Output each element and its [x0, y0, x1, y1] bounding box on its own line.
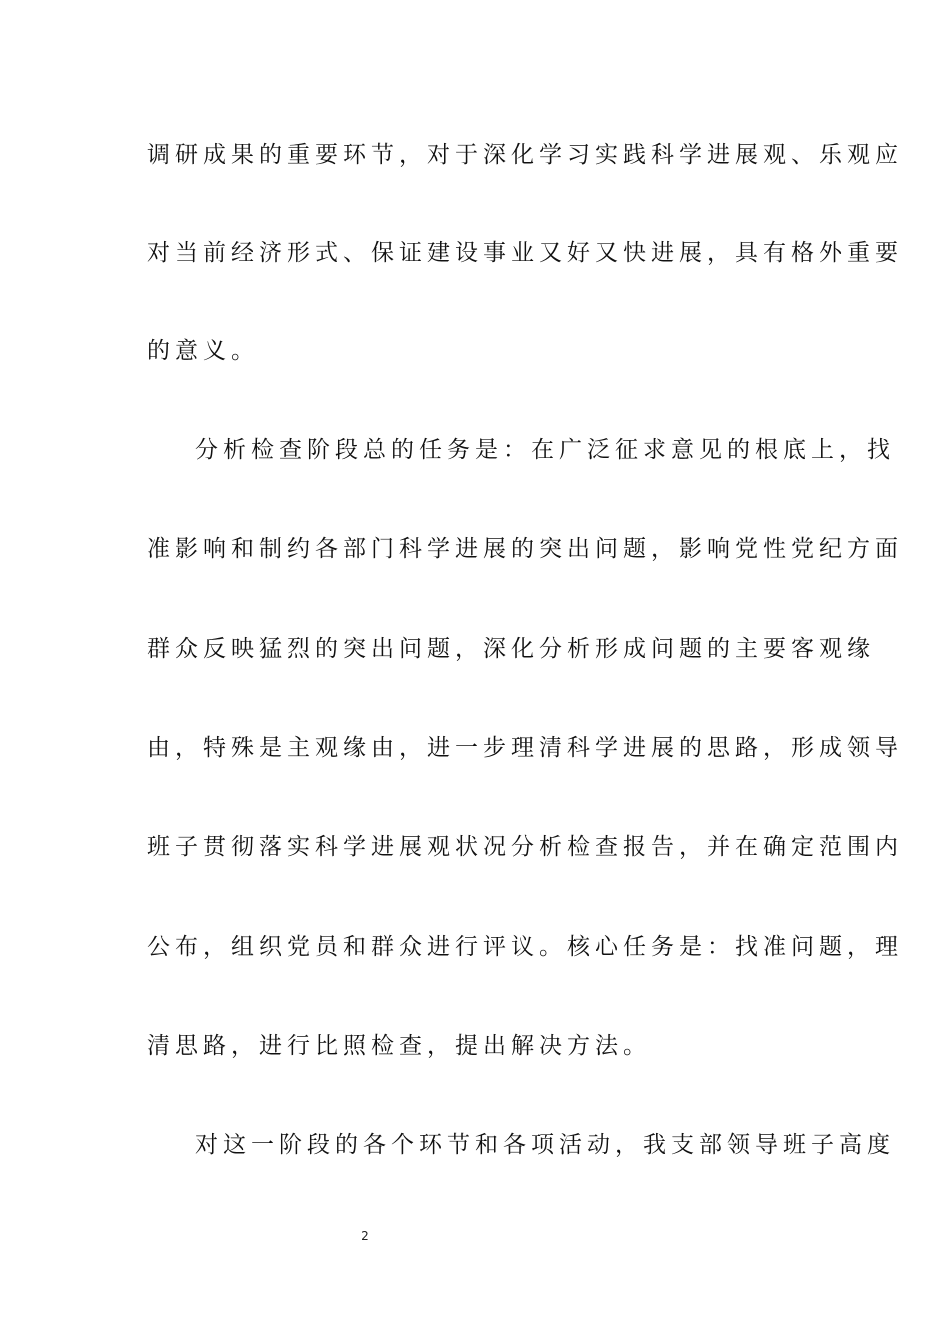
text-line: 班子贯彻落实科学进展观状况分析检查报告，并在确定范围内 [147, 834, 903, 860]
text-line: 由，特殊是主观缘由，进一步理清科学进展的思路，形成领导 [147, 735, 903, 761]
text-line: 公布，组织党员和群众进行评议。核心任务是：找准问题，理 [147, 934, 903, 960]
text-line: 的意义。 [147, 338, 259, 364]
text-line: 清思路，进行比照检查，提出解决方法。 [147, 1033, 651, 1059]
text-line: 分析检查阶段总的任务是：在广泛征求意见的根底上，找 [195, 437, 895, 463]
text-line: 准影响和制约各部门科学进展的突出问题，影响党性党纪方面 [147, 536, 903, 562]
text-line: 对当前经济形式、保证建设事业又好又快进展，具有格外重要 [147, 240, 903, 266]
text-line: 群众反映猛烈的突出问题，深化分析形成问题的主要客观缘 [147, 636, 875, 662]
page-number: 2 [361, 1229, 369, 1243]
text-line: 对这一阶段的各个环节和各项活动，我支部领导班子高度 [195, 1132, 895, 1158]
text-line: 调研成果的重要环节，对于深化学习实践科学进展观、乐观应 [147, 142, 903, 168]
